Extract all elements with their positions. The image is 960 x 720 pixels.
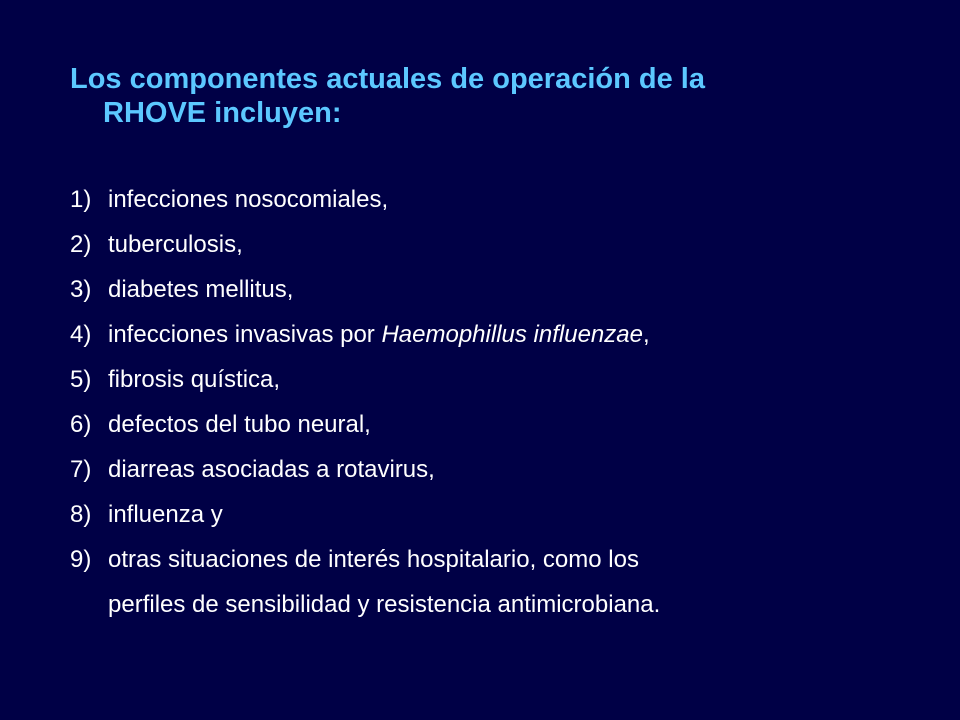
list-item-number: 8) xyxy=(70,501,92,528)
list-item xyxy=(70,546,930,619)
list-item xyxy=(70,501,930,529)
list-item-text: diarreas asociadas a rotavirus, xyxy=(108,456,435,483)
list-item-text: defectos del tubo neural, xyxy=(108,411,371,438)
list-item-trailing-text: , xyxy=(642,321,650,348)
list-item xyxy=(70,456,930,484)
list-item-number: 3) xyxy=(70,276,92,303)
list-item-number: 7) xyxy=(70,456,92,483)
list-item-italic-text: Haemophillus influenzae xyxy=(381,321,643,348)
list-item xyxy=(70,231,930,259)
list-item-continuation: perfiles de sensibilidad y resistencia antimicrobiana. xyxy=(108,591,661,618)
list-item-number: 4) xyxy=(70,321,92,348)
list-item-text: tuberculosis, xyxy=(108,231,243,258)
list-item-number: 2) xyxy=(70,231,92,258)
list-item-number: 6) xyxy=(70,411,92,438)
list-item-number: 9) xyxy=(70,546,92,573)
list-item-number: 1) xyxy=(70,186,92,213)
list-item-number: 5) xyxy=(70,366,92,393)
component-list xyxy=(70,186,930,636)
slide-title xyxy=(70,62,890,130)
title-line-2: RHOVE incluyen: xyxy=(103,97,342,129)
list-item-text: infecciones invasivas por xyxy=(108,321,382,348)
list-item-text: otras situaciones de interés hospitalario, como los xyxy=(108,546,639,573)
list-item xyxy=(70,276,930,304)
list-item-text: diabetes mellitus, xyxy=(108,276,294,303)
list-item xyxy=(70,321,930,349)
list-item-text: infecciones nosocomiales, xyxy=(108,186,389,213)
title-line-1: Los componentes actuales de operación de la xyxy=(70,63,705,95)
list-item xyxy=(70,411,930,439)
list-item-text: influenza y xyxy=(108,501,223,528)
list-item xyxy=(70,366,930,394)
list-item-text: fibrosis quística, xyxy=(108,366,281,393)
list-item xyxy=(70,186,930,214)
